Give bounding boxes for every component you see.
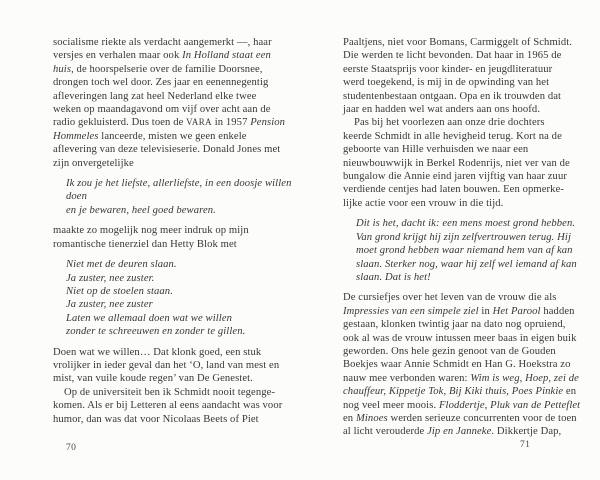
verse-block <box>343 217 587 284</box>
paragraph <box>53 36 301 170</box>
left-page-number: 70 <box>66 442 77 453</box>
text-line: en Minoes werden serieuze concurrenten voor de toen <box>343 412 577 424</box>
text-line: afleveringen lang zat heel Nederland elke twee <box>53 90 257 102</box>
text-line: nieuwbouwwijk in Berkel Rodenrijs, niet ver van de <box>343 157 570 169</box>
text-line: lijke actie voor een vrouw in die tijd. <box>343 197 504 209</box>
text-line: Paaltjens, niet voor Bomans, Carmiggelt of Schmidt. <box>343 37 573 48</box>
paragraph <box>53 224 301 251</box>
text-line: jaar en hadden wel wat anders aan ons hoofd. <box>343 104 541 116</box>
text-line: nog veel meer moois. Floddertje, Pluk van de Petteflet <box>343 399 581 411</box>
text-line: bungalow die Annie eind jaren vijftig van haar zuur <box>343 171 567 183</box>
text-line: huis, de hoorspelserie over de familie Doorsnee, <box>53 63 263 75</box>
text-line: radio gekluisterd. Dus toen de VARA in 1957 Pension <box>53 117 286 129</box>
right-page <box>343 36 587 439</box>
text-line: komen. Als er bij Letteren al eens aandacht was voor <box>53 400 283 412</box>
text-line: Doen wat we willen… Dat klonk goed, een stuk <box>53 346 262 358</box>
text-line: geboorte van Hille verhuisden we naar een <box>343 144 529 156</box>
text-line: Van grond krijgt hij zijn zelfvertrouwen terug. Hij <box>356 231 572 243</box>
text-line: zonder te schreeuwen en zonder te gillen. <box>66 326 246 338</box>
text-line: Dit is het, dacht ik: een mens moest grond hebben. <box>356 218 576 230</box>
text-line: verdiende centjes had laten bouwen. Een opmerke- <box>343 184 564 196</box>
text-line: al licht verouderde Jip en Janneke. Dikkertje Dap, <box>343 426 562 438</box>
text-line: keerde Schmidt in alle hevigheid terug. Kort na de <box>343 130 562 142</box>
left-page <box>53 36 301 426</box>
text-line: eerste Staatsprijs voor kinder- en jeugdliteratuur <box>343 63 553 75</box>
text-line: Niet op de stoelen staan. <box>66 285 173 297</box>
text-line: Pas bij het voorlezen aan onze drie dochters <box>354 117 545 129</box>
text-line: chauffeur, Kippetje Tok, Bij Kiki thuis, Poes Pinkie en <box>343 386 577 398</box>
text-line: Impressies van een simpele ziel in Het Parool hadden <box>343 305 575 317</box>
text-line: vrolijker in ieder geval dan het ‘O, land van mest en <box>53 359 280 371</box>
text-line: Hommeles lanceerde, misten we geen enkele <box>53 130 247 142</box>
text-line: Ja zuster, nee zuster <box>66 299 153 311</box>
text-line: versjes en verhalen maar ook In Holland staat een <box>53 50 271 62</box>
text-line: romantische tienerziel dan Hetty Blok met <box>53 238 237 250</box>
text-line: nauw mee verbonden waren: Wim is weg, Hoep, zei de <box>343 372 579 384</box>
text-line: werd toegekend, is mij in de opwinding van het <box>343 77 550 89</box>
text-line: moet grond hebben waar niemand hem van af kan <box>356 245 573 257</box>
text-line: humor, dan was dat voor Nicolaas Beets of Piet <box>53 413 259 425</box>
text-line: Op de universiteit ben ik Schmidt nooit tegenge- <box>64 386 276 398</box>
text-line: ook al was de vrouw intussen meer baas in eigen buik <box>343 332 577 344</box>
text-line: slaan. Sterker nog, waar hij zelf wel iemand af kan <box>356 258 577 270</box>
text-line: weken op maandagavond om vijf over acht aan de <box>53 104 271 116</box>
text-line: Ik zou je het liefste, allerliefste, in een doosje willen <box>66 178 292 190</box>
text-line: en je bewaren, heel goed bewaren. <box>66 204 216 216</box>
text-line: Laten we allemaal doen wat we willen <box>66 312 233 324</box>
text-line: doen <box>66 191 87 203</box>
text-line: Niet met de deuren slaan. <box>66 259 177 271</box>
paragraph <box>53 346 301 426</box>
text-line: mist, van vuile koude regen’ van De Genestet. <box>53 373 253 385</box>
paragraph <box>343 291 587 438</box>
paragraph <box>343 36 587 210</box>
text-line: slaan. Dat is het! <box>356 271 431 283</box>
text-line: geworden. Ons hele gezin genoot van de Gouden <box>343 345 556 357</box>
text-line: maakte zo mogelijk nog meer indruk op mijn <box>53 225 249 237</box>
text-line: Die werden te licht bevonden. Dat haar in 1965 de <box>343 50 562 62</box>
text-line: aflevering van deze televisieserie. Donald Jones met <box>53 144 281 156</box>
text-line: gestaan, klonken twintig jaar na dato nog opruiend, <box>343 319 566 331</box>
text-line: studentenbestaan ontgaan. Opa en ik trouwden dat <box>343 90 562 102</box>
text-line: socialisme riekte als verdacht aangemerkt —, haar <box>53 37 272 48</box>
verse-block <box>53 258 301 338</box>
text-line: drongen toch wel door. Zes jaar en eenennegentig <box>53 77 269 89</box>
text-line: zijn onvergetelijke <box>53 157 134 169</box>
text-line: Boekjes waar Annie Schmidt en Han G. Hoekstra zo <box>343 359 571 371</box>
verse-block <box>53 177 301 217</box>
text-line: Ja zuster, nee zuster. <box>66 272 155 284</box>
text-line: De cursiefjes over het leven van de vrouw die als <box>343 292 557 304</box>
right-page-number: 71 <box>520 439 531 450</box>
